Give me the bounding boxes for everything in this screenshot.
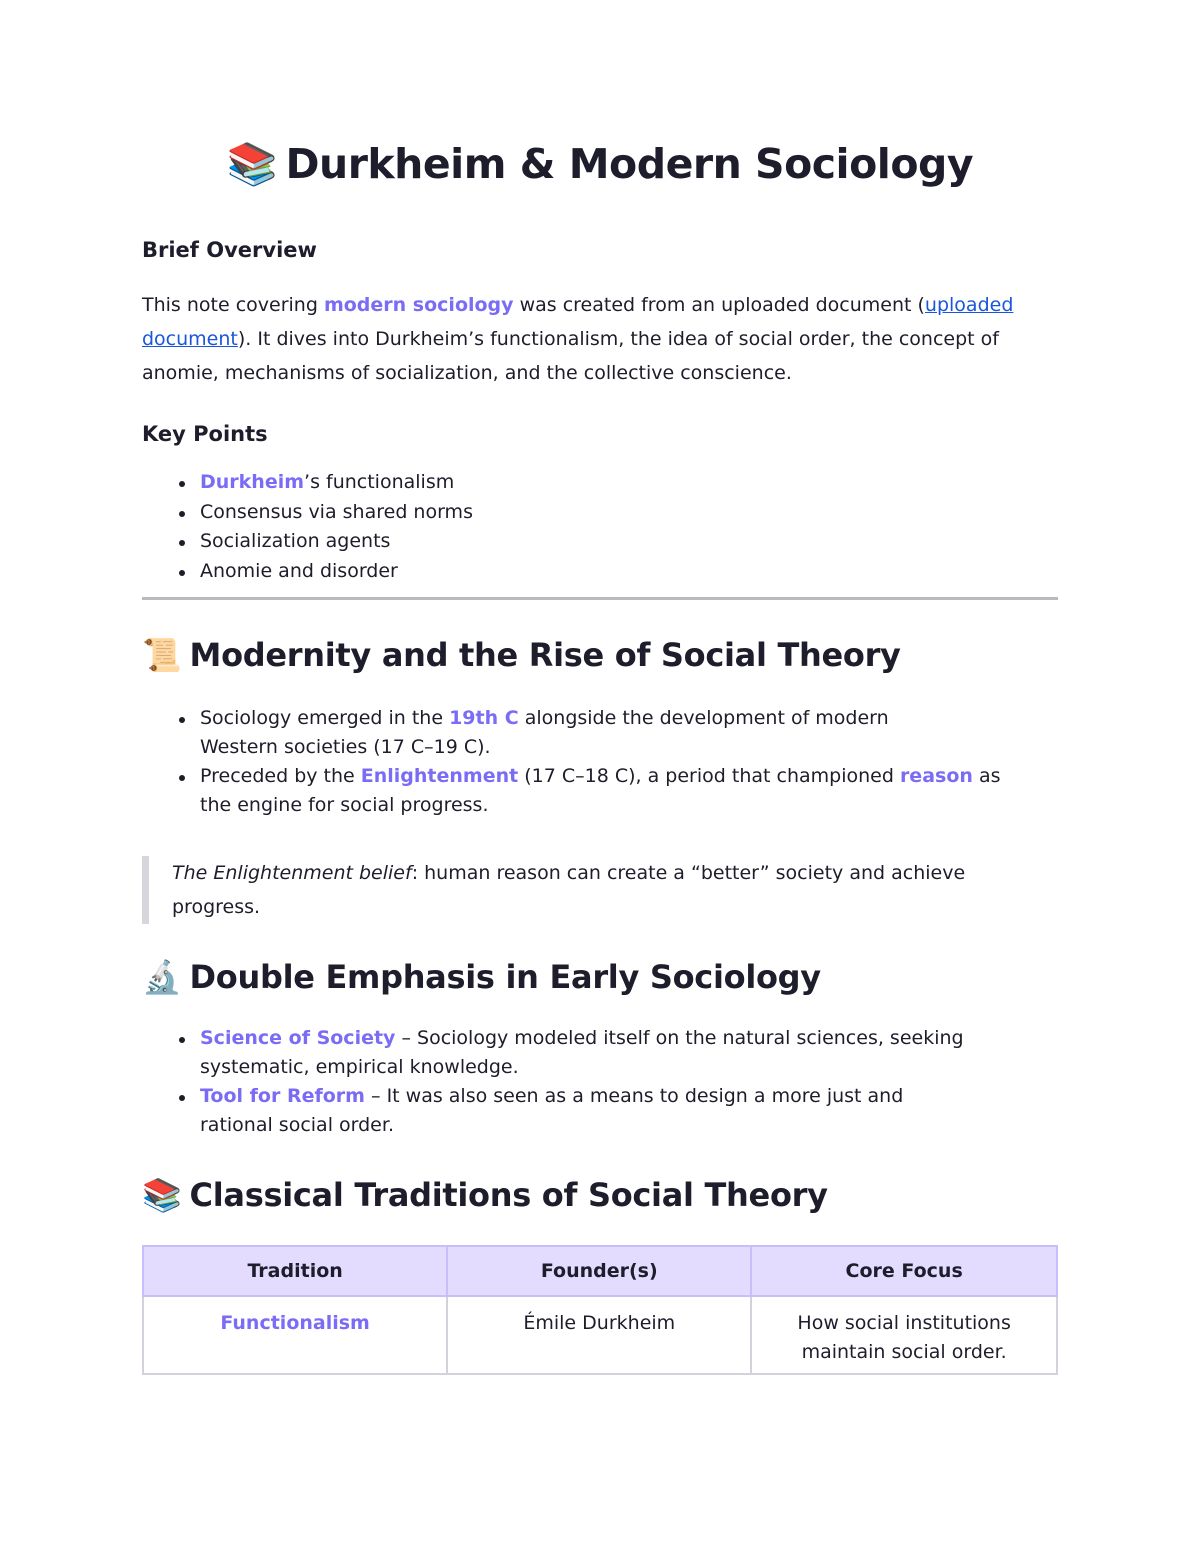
blockquote-emphasis: The Enlightenment belief (172, 862, 412, 884)
modernity-list (142, 704, 1022, 820)
microscope-icon: 🔬 (142, 958, 182, 996)
scroll-icon: 📜 (142, 636, 182, 674)
list-item-text: Preceded by the (200, 765, 361, 787)
column-header-founders: Founder(s) (447, 1246, 751, 1296)
blockquote (142, 856, 1058, 924)
list-item-text: alongside the development of modern Western societies (17 C–19 C). (200, 707, 889, 758)
highlight-enlightenment: Enlightenment (360, 765, 519, 787)
column-header-core-focus: Core Focus (751, 1246, 1057, 1296)
list-item (142, 1082, 962, 1140)
key-points-list (142, 468, 1022, 586)
page-title-text: Durkheim & Modern Sociology (285, 140, 974, 188)
highlight-functionalism: Functionalism (220, 1312, 370, 1334)
books-icon: 📚 (226, 140, 278, 188)
table-cell-tradition (143, 1296, 447, 1374)
emphasis-list (142, 1024, 1022, 1140)
table-cell-focus-text: How social institutions maintain social order. (797, 1312, 1011, 1363)
page-title (142, 140, 1058, 189)
overview-heading: Brief Overview (142, 238, 317, 262)
table-header-row (143, 1246, 1057, 1296)
list-item-text: – It was also seen as a means to design a more just and rational social order. (200, 1085, 904, 1136)
highlight-science-of-society: Science of Society (200, 1027, 396, 1049)
overview-text-3: ). It dives into Durkheim’s functionalism, the idea of social order, the concept of anomie, mechanisms of socialization, and the collective conscience. (142, 328, 999, 384)
blockquote-bar (142, 856, 149, 924)
list-item-text: – Sociology modeled itself on the natural sciences, seeking systematic, empirical knowledge. (200, 1027, 964, 1078)
highlight-tool-for-reform: Tool for Reform (200, 1085, 365, 1107)
list-item-text: Anomie and disorder (200, 559, 398, 582)
list-item (142, 468, 1022, 498)
list-item (142, 704, 942, 762)
overview-paragraph (142, 288, 1062, 390)
section-heading-text: Double Emphasis in Early Sociology (189, 958, 821, 996)
blockquote-body: : human reason can create a “better” society and achieve progress. (172, 862, 966, 918)
section-heading-emphasis (142, 958, 821, 996)
list-item-text: as the engine for social progress. (200, 765, 1001, 816)
section-heading-text: Modernity and the Rise of Social Theory (189, 636, 901, 674)
list-item (142, 527, 1022, 557)
column-header-tradition: Tradition (143, 1246, 447, 1296)
list-item (142, 1024, 1022, 1082)
section-heading-traditions (142, 1176, 828, 1214)
section-heading-text: Classical Traditions of Social Theory (189, 1176, 828, 1214)
list-item-text: Sociology emerged in the (200, 707, 450, 729)
highlight-19th-c: 19th C (449, 707, 519, 729)
list-item (142, 498, 1022, 528)
highlight-reason: reason (899, 765, 973, 787)
table-cell-founder: Émile Durkheim (447, 1296, 751, 1374)
list-item-text: (17 C–18 C), a period that championed (518, 765, 900, 787)
table-cell-focus (751, 1296, 1057, 1374)
table-row (143, 1296, 1057, 1374)
traditions-table (142, 1245, 1058, 1375)
section-heading-modernity (142, 636, 901, 674)
list-item-text: ’s functionalism (304, 471, 455, 493)
overview-text-1: This note covering (142, 294, 324, 316)
blockquote-text (172, 856, 1032, 924)
horizontal-divider (142, 597, 1058, 600)
highlight-durkheim: Durkheim (200, 471, 305, 493)
list-item (142, 762, 1022, 820)
list-item-text: Socialization agents (200, 530, 391, 552)
books-icon: 📚 (142, 1176, 182, 1214)
uploaded-document-link[interactable]: uploaded document (142, 294, 1014, 350)
list-item (142, 557, 1022, 587)
list-item-text: Consensus via shared norms (200, 500, 473, 523)
overview-text-2: was created from an uploaded document ( (513, 294, 925, 316)
highlight-modern-sociology: modern sociology (323, 294, 514, 316)
key-points-heading: Key Points (142, 422, 268, 446)
